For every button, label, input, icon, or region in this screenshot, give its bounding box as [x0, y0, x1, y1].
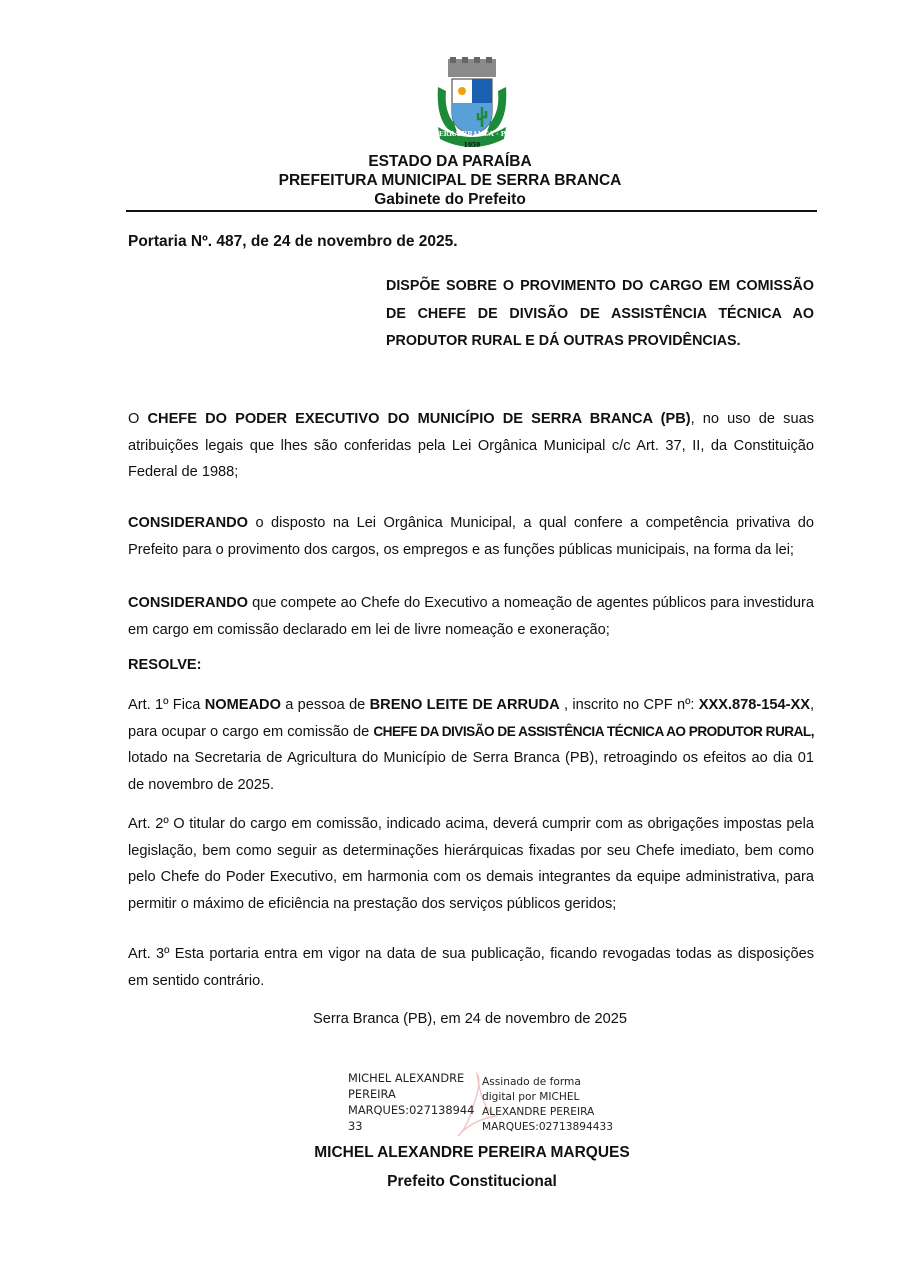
sig-line: ALEXANDRE PEREIRA: [482, 1106, 595, 1118]
sig-line: 33: [348, 1119, 363, 1133]
considerando-label: CONSIDERANDO: [128, 595, 248, 611]
article-2: Art. 2º O titular do cargo em comissão, indicado acima, deverá cumprir com as obrigações impostas pela legislação, bem como seguir as determinações hierárquicas fixadas por seu Chefe imediato, bem como pelo Chefe do Poder Executivo, em harmonia com os demais integrantes da equipe administrativa, para permitir o máximo de eficiência na prestação dos serviços públicos geridos;: [128, 816, 814, 912]
resolve-heading: RESOLVE:: [128, 657, 202, 673]
considerando-1: [128, 510, 814, 563]
sig-line: MARQUES:02713894433: [482, 1121, 613, 1133]
article-3: Art. 3º Esta portaria entra em vigor na data de sua publicação, ficando revogadas todas as disposições em sentido contrário.: [128, 946, 814, 989]
digital-signature: [342, 1070, 632, 1142]
header-divider: [126, 210, 817, 212]
sig-line: MICHEL ALEXANDRE: [348, 1071, 465, 1085]
sig-line: PEREIRA: [348, 1087, 396, 1101]
signature-left-block: [348, 1070, 474, 1134]
ementa: DISPÕE SOBRE O PROVIMENTO DO CARGO EM COMISSÃO DE CHEFE DE DIVISÃO DE ASSISTÊNCIA TÉCNICA AO PRODUTOR RURAL E DÁ OUTRAS PROVIDÊNCIAS.: [386, 278, 814, 349]
sig-line: Assinado de forma: [482, 1076, 581, 1088]
header-gabinete: Gabinete do Prefeito: [374, 191, 526, 208]
preamble-paragraph: [128, 406, 814, 486]
text: a pessoa de: [280, 697, 370, 713]
considerando-2: [128, 590, 814, 643]
text: , no uso de suas atribuições legais que lhes são conferidas pela Lei Orgânica Municipal c/c Art. 37, II, da Constituição Federal de 1988;: [128, 411, 814, 480]
signature-right-block: [482, 1075, 613, 1135]
emblem-year: 1959: [463, 142, 481, 149]
text: que compete ao Chefe do Executivo a nomeação de agentes públicos para investidura em cargo em comissão declarado em lei de livre nomeação e exoneração;: [128, 595, 814, 638]
date-line: Serra Branca (PB), em 24 de novembro de 2025: [313, 1011, 627, 1027]
sig-line: digital por MICHEL: [482, 1091, 580, 1103]
authority-bold: CHEFE DO PODER EXECUTIVO DO MUNICÍPIO DE SERRA BRANCA (PB): [147, 411, 691, 427]
text: , inscrito no CPF nº:: [559, 697, 699, 713]
emblem-banner-text: SERRA BRANCA · PB: [434, 130, 512, 138]
text: lotado na Secretaria de Agricultura do Município de Serra Branca (PB), retroagindo os efeitos ao dia 01 de novembro de 2025.: [128, 750, 814, 793]
signer-title: Prefeito Constitucional: [387, 1173, 557, 1190]
position-title: CHEFE DA DIVISÃO DE ASSISTÊNCIA TÉCNICA AO PRODUTOR RURAL,: [373, 723, 815, 739]
text: Art. 1º Fica: [128, 697, 205, 713]
header-prefeitura: PREFEITURA MUNICIPAL DE SERRA BRANCA: [278, 172, 622, 189]
header-state: ESTADO DA PARAÍBA: [368, 153, 532, 170]
nomeado-bold: NOMEADO: [204, 697, 281, 713]
sig-line: MARQUES:027138944: [348, 1103, 475, 1117]
text: O: [128, 411, 148, 427]
appointee-name: BRENO LEITE DE ARRUDA: [369, 697, 560, 713]
signer-name: MICHEL ALEXANDRE PEREIRA MARQUES: [314, 1144, 630, 1161]
cpf-value: XXX.878-154-XX: [698, 697, 810, 713]
text: o disposto na Lei Orgânica Municipal, a qual confere a competência privativa do Prefeito para o provimento dos cargos, os empregos e as funções públicas municipais, na forma da lei;: [128, 515, 814, 558]
portaria-title: Portaria Nº. 487, de 24 de novembro de 2025.: [128, 233, 458, 250]
article-1: [128, 692, 814, 798]
text: , para ocupar o cargo em comissão de: [128, 697, 815, 740]
municipal-coat-of-arms: [434, 57, 510, 149]
considerando-label: CONSIDERANDO: [128, 515, 248, 531]
